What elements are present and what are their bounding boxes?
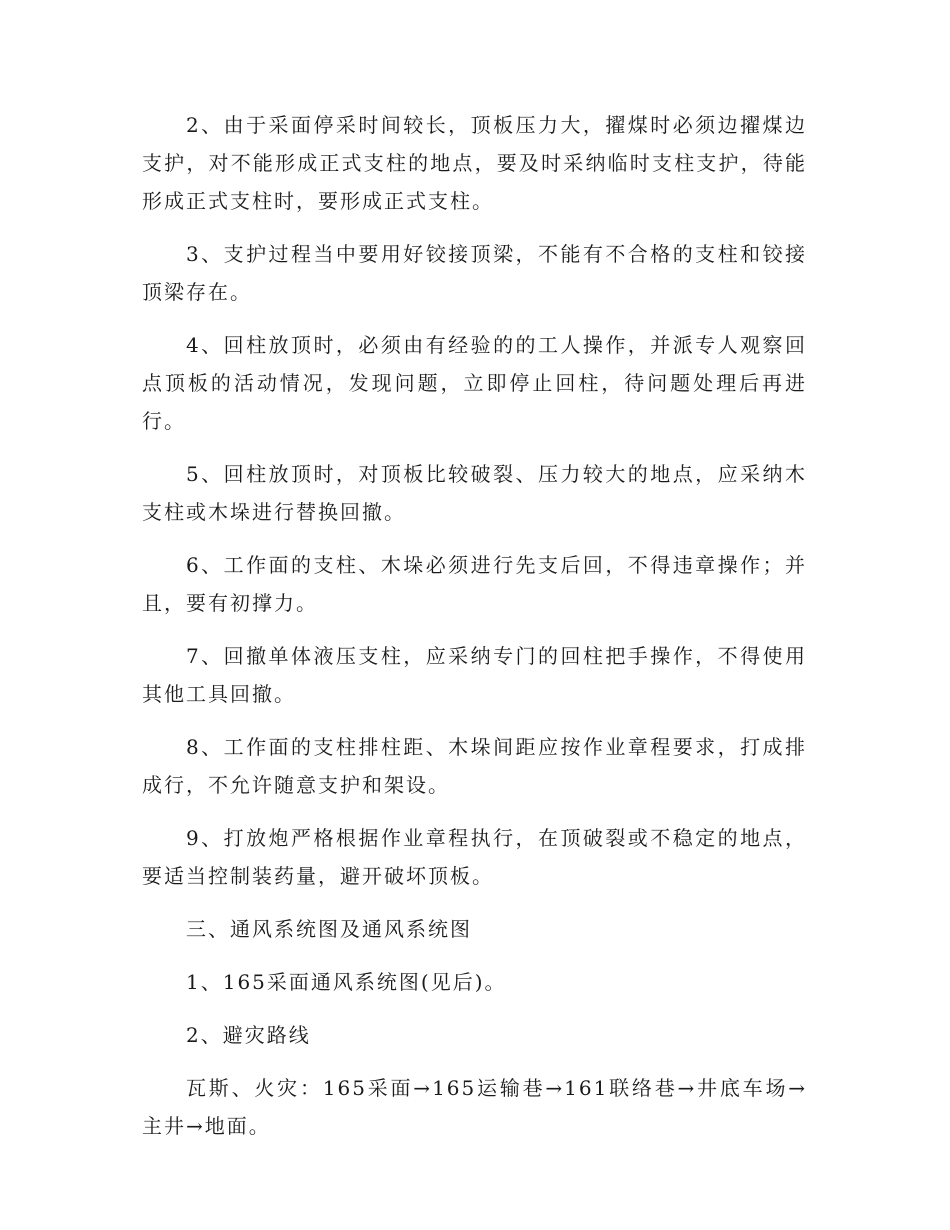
paragraph-item-8: 8、工作面的支柱排柱距、木垛间距应按作业章程要求，打成排成行，不允许随意支护和架设。 <box>142 735 807 797</box>
evacuation-route: 瓦斯、火灾：165采面→165运输巷→161联络巷→井底车场→主井→地面。 <box>142 1076 807 1138</box>
paragraph-item-5: 5、回柱放顶时，对顶板比较破裂、压力较大的地点，应采纳木支柱或木垛进行替换回撤。 <box>142 462 807 524</box>
ventilation-item-1: 1、165采面通风系统图(见后)。 <box>186 970 507 994</box>
paragraph-item-7: 7、回撤单体液压支柱，应采纳专门的回柱把手操作，不得使用其他工具回撤。 <box>142 644 807 706</box>
ventilation-item-2: 2、避灾路线 <box>186 1023 311 1047</box>
paragraph-item-9: 9、打放炮严格根据作业章程执行，在顶破裂或不稳定的地点，要适当控制装药量，避开破坏顶板。 <box>142 826 807 888</box>
paragraph-item-6: 6、工作面的支柱、木垛必须进行先支后回，不得违章操作；并且，要有初撑力。 <box>142 553 807 615</box>
paragraph-item-2: 2、由于采面停采时间较长，顶板压力大，擢煤时必须边擢煤边支护，对不能形成正式支柱的地点，要及时采纳临时支柱支护，待能形成正式支柱时，要形成正式支柱。 <box>142 113 807 213</box>
paragraph-item-3: 3、支护过程当中要用好铰接顶梁，不能有不合格的支柱和铰接顶梁存在。 <box>142 242 807 304</box>
document-body <box>142 106 807 1160</box>
section-heading-ventilation: 三、通风系统图及通风系统图 <box>186 917 472 941</box>
paragraph-item-4: 4、回柱放顶时，必须由有经验的的工人操作，并派专人观察回点顶板的活动情况，发现问题，立即停止回柱，待问题处理后再进行。 <box>142 333 807 433</box>
